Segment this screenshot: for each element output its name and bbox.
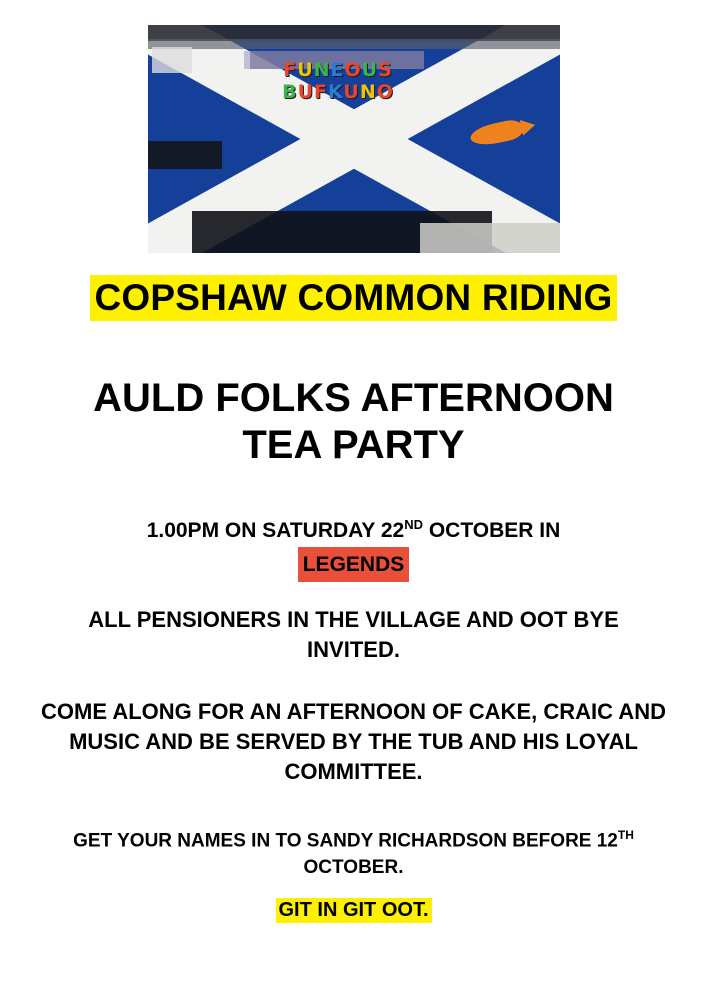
photo-ceiling-shadow-secondary — [148, 39, 560, 49]
rsvp-text-tail: OCTOBER. — [303, 857, 404, 879]
footer-tagline: GIT IN GIT OOT. — [276, 898, 432, 923]
poster-headline — [40, 375, 667, 469]
poster-title-text: COPSHAW COMMON RIDING — [90, 275, 616, 321]
event-datetime-block — [40, 508, 667, 582]
rsvp-paragraph — [40, 822, 667, 881]
description-paragraph: COME ALONG FOR AN AFTERNOON OF CAKE, CRAIC AND MUSIC AND BE SERVED BY THE TUB AND HIS LOYAL COMMITTEE. — [41, 699, 666, 784]
rsvp-text: GET YOUR NAMES IN TO SANDY RICHARDSON BEFORE 12 — [73, 830, 618, 852]
venue-name: LEGENDS — [298, 547, 410, 582]
date-ordinal-suffix: ND — [404, 517, 424, 532]
photo-floor-strip — [420, 223, 560, 253]
headline-line-1: AULD FOLKS AFTERNOON — [93, 376, 614, 420]
photo-wall-strip — [152, 47, 192, 73]
banner-letters: FUNEOUS BUFKUNO — [282, 59, 394, 103]
event-date-tail: OCTOBER IN — [423, 519, 561, 542]
saltire-flag-photo — [148, 25, 560, 253]
event-time-date: 1.00PM ON SATURDAY 22 — [146, 519, 405, 542]
poster-footer — [40, 898, 667, 923]
photo-dark-patch-left — [148, 141, 222, 169]
invitation-paragraph: ALL PENSIONERS IN THE VILLAGE AND OOT BYE INVITED. — [88, 607, 619, 662]
poster-title — [48, 275, 659, 321]
rsvp-ordinal-suffix: TH — [617, 828, 634, 842]
headline-line-2: TEA PARTY — [242, 423, 465, 467]
